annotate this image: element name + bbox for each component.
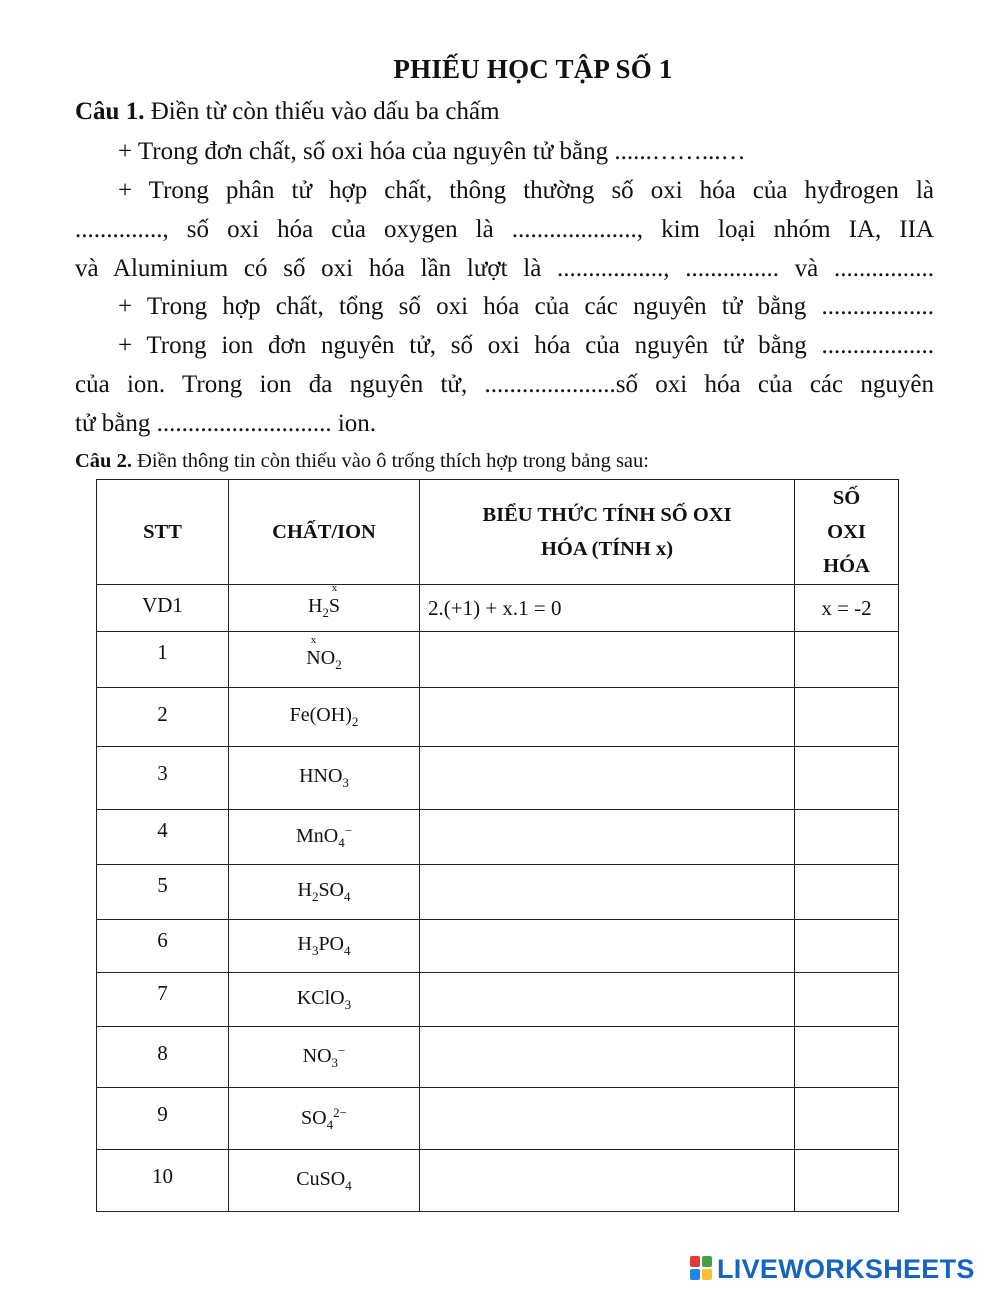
- table-row: [97, 865, 899, 920]
- oxidation-marker: x: [331, 582, 338, 594]
- row-formula: [229, 632, 420, 688]
- question-1-line-4: và Aluminium có số oxi hóa lần lượt là ................., ............... và ................: [75, 255, 934, 282]
- logo-text: LIVEWORKSHEETS: [717, 1253, 975, 1284]
- formula: KClO$_3$: [296, 986, 352, 1012]
- row-stt: 1: [97, 632, 229, 688]
- answer-value-cell[interactable]: [795, 1027, 899, 1088]
- row-formula: [229, 1150, 420, 1212]
- row-formula: [229, 810, 420, 865]
- row-stt: 9: [97, 1088, 229, 1150]
- question-1-line-6: + Trong ion đơn nguyên tử, số oxi hóa của nguyên tử bằng ..................: [118, 332, 934, 359]
- answer-value-cell[interactable]: [795, 632, 899, 688]
- formula: $H_3PO_4$: [297, 933, 351, 958]
- example-expression: 2.(+1) + x.1 = 0: [420, 585, 795, 632]
- row-formula: [229, 1088, 420, 1150]
- header-expression-line-1: BIỂU THỨC TÍNH SỐ OXI: [482, 504, 732, 526]
- question-2-label: Câu 2.: [75, 450, 132, 472]
- formula: $SO_4^{2-}$: [301, 1104, 347, 1132]
- table-row: [97, 1027, 899, 1088]
- answer-expression-cell[interactable]: [420, 688, 795, 747]
- formula: MnO$_4$−: [295, 823, 353, 850]
- formula: CuSO$_4$: [296, 1167, 352, 1193]
- answer-expression-cell[interactable]: [420, 920, 795, 973]
- row-formula: [229, 865, 420, 920]
- header-so-line-3: HÓA: [823, 555, 870, 577]
- answer-expression-cell[interactable]: [420, 747, 795, 810]
- answer-value-cell[interactable]: [795, 810, 899, 865]
- row-stt: 7: [97, 973, 229, 1027]
- question-2-heading: [75, 448, 649, 474]
- header-expression-line-2: HÓA (TÍNH x): [540, 538, 674, 560]
- question-1-prompt: Điền từ còn thiếu vào dấu ba chấm: [144, 98, 500, 125]
- table-row: [97, 688, 899, 747]
- answer-expression-cell[interactable]: [420, 973, 795, 1027]
- answer-expression-cell[interactable]: [420, 810, 795, 865]
- row-formula: [229, 747, 420, 810]
- question-1-line-8: tử bằng ............................ ion.: [75, 410, 377, 437]
- answer-expression-cell[interactable]: [420, 632, 795, 688]
- answer-value-cell[interactable]: [795, 688, 899, 747]
- question-1-line-7: của ion. Trong ion đa nguyên tử, .....................số oxi hóa của các nguyên: [75, 371, 934, 398]
- row-stt: 4: [97, 810, 229, 865]
- question-1-heading: [75, 97, 500, 127]
- answer-value-cell[interactable]: [795, 1150, 899, 1212]
- answer-expression-cell[interactable]: [420, 1150, 795, 1212]
- header-stt: STT: [97, 480, 229, 585]
- row-stt: 6: [97, 920, 229, 973]
- question-1-line-2: + Trong phân tử hợp chất, thông thường số oxi hóa của hyđrogen là: [118, 177, 934, 204]
- answer-expression-cell[interactable]: [420, 1088, 795, 1150]
- header-chat-ion: CHẤT/ION: [229, 480, 420, 585]
- liveworksheets-logo-icon: [690, 1256, 714, 1282]
- answer-value-cell[interactable]: [795, 973, 899, 1027]
- answer-expression-cell[interactable]: [420, 1027, 795, 1088]
- oxidation-table: [96, 479, 899, 1212]
- question-1-line-1: + Trong đơn chất, số oxi hóa của nguyên tử bằng ......……...…: [118, 138, 746, 165]
- row-stt: 3: [97, 747, 229, 810]
- header-so-line-1: SỐ: [832, 487, 861, 509]
- table-row: [97, 973, 899, 1027]
- answer-value-cell[interactable]: [795, 865, 899, 920]
- answer-value-cell[interactable]: [795, 1088, 899, 1150]
- header-so-line-2: OXI: [827, 521, 866, 543]
- example-value: x = -2: [795, 585, 899, 632]
- row-stt: 8: [97, 1027, 229, 1088]
- example-formula: [229, 582, 420, 632]
- table-row: [97, 1150, 899, 1212]
- question-1-line-5: + Trong hợp chất, tổng số oxi hóa của các nguyên tử bằng ..................: [118, 293, 934, 320]
- page-title: PHIẾU HỌC TẬP SỐ 1: [393, 54, 673, 84]
- table-row: [97, 747, 899, 810]
- row-formula: [229, 1027, 420, 1088]
- table-header-row: [97, 480, 899, 585]
- oxidation-marker: x: [310, 633, 317, 646]
- row-stt: 10: [97, 1150, 229, 1212]
- table-row: [97, 632, 899, 688]
- header-oxidation-number: [795, 480, 899, 585]
- formula: $Fe(OH)_2$: [289, 704, 359, 729]
- table-row-example: [97, 585, 899, 632]
- formula: $NO_3^-$: [302, 1043, 346, 1070]
- answer-value-cell[interactable]: [795, 920, 899, 973]
- question-2-prompt: Điền thông tin còn thiếu vào ô trống thích hợp trong bảng sau:: [131, 450, 649, 472]
- question-1-line-3: .............., số oxi hóa của oxygen là ...................., kim loại nhóm IA, IIA: [75, 216, 934, 243]
- answer-expression-cell[interactable]: [420, 865, 795, 920]
- question-1-label: Câu 1.: [75, 98, 145, 125]
- liveworksheets-logo: [690, 1252, 975, 1286]
- row-stt: 2: [97, 688, 229, 747]
- row-formula: [229, 920, 420, 973]
- row-formula: [229, 688, 420, 747]
- example-stt: VD1: [97, 585, 229, 632]
- header-expression: [420, 480, 795, 585]
- table-row: [97, 920, 899, 973]
- answer-value-cell[interactable]: [795, 747, 899, 810]
- table-row: [97, 1088, 899, 1150]
- table-row: [97, 810, 899, 865]
- row-formula: [229, 973, 420, 1027]
- row-stt: 5: [97, 865, 229, 920]
- formula: x $NO_2$: [306, 633, 342, 672]
- formula: $H_2$ x S: [307, 582, 341, 620]
- formula: $HNO_3$: [299, 765, 349, 790]
- formula: $H_2SO_4$: [297, 879, 351, 904]
